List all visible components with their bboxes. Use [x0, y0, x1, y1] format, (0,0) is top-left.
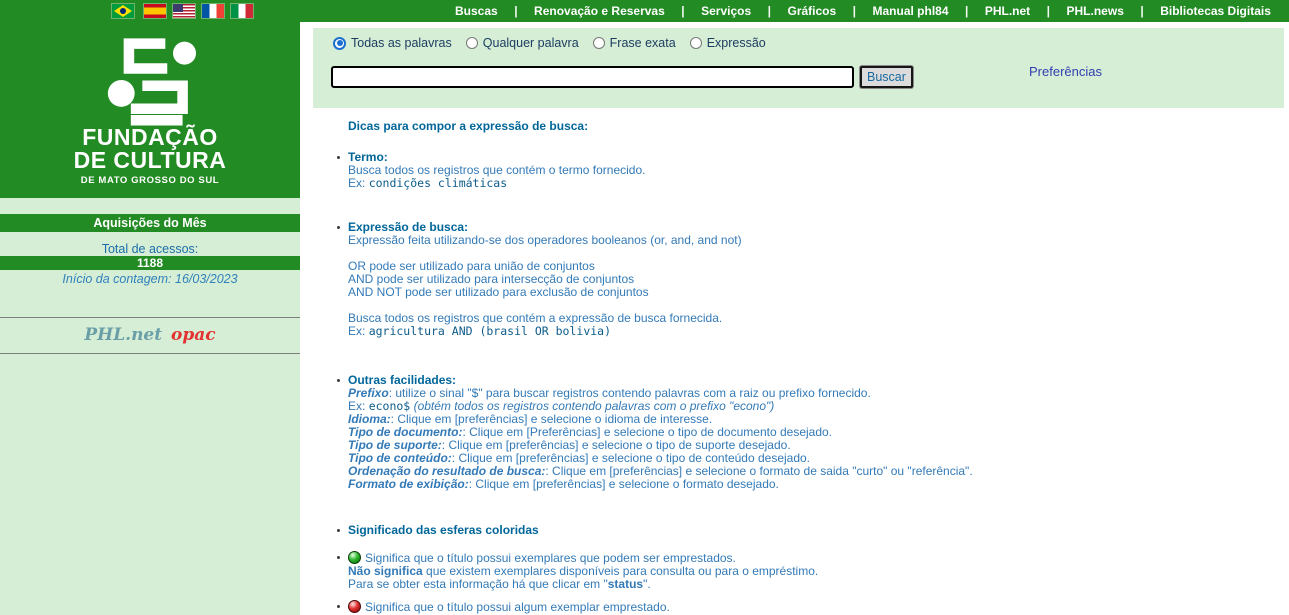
org-name-line2: DE CULTURA — [73, 147, 227, 173]
radio-todas-as-palavras[interactable] — [333, 36, 452, 50]
facilidades-section — [310, 374, 1284, 491]
green-sphere-rest: que existem exemplares disponíveis para consulta ou para o empréstimo. — [422, 564, 819, 578]
acquisitions-of-month-link[interactable]: Aquisições do Mês — [0, 214, 300, 232]
expressao-heading: Expressão de busca: — [348, 220, 469, 234]
nav-separator: | — [514, 4, 518, 18]
radio-selected-icon[interactable] — [333, 37, 346, 50]
nav-link-phlnet[interactable]: PHL.net — [984, 4, 1031, 18]
phlnet-logo-text: PHL.net — [84, 325, 163, 345]
facility-line-formato-exibicao — [348, 478, 1284, 491]
example-prefix: Ex: — [348, 324, 366, 338]
status-hint-bold: status — [607, 577, 644, 591]
france-flag-icon[interactable] — [202, 4, 224, 18]
termo-section — [310, 151, 1284, 190]
termo-body: Busca todos os registros que contém o termo fornecido. — [348, 163, 646, 177]
facility-text: : Clique em [preferências] e selecione o tipo de conteúdo desejado. — [451, 451, 811, 465]
radio-label: Frase exata — [609, 36, 676, 50]
nav-link-graficos[interactable]: Gráficos — [787, 4, 837, 18]
example-prefix: Ex: — [348, 399, 366, 413]
green-sphere-line1 — [348, 551, 1284, 565]
status-hint-pre: Para se obter esta informação há que clicar em " — [348, 577, 608, 591]
esferas-heading: Significado das esferas coloridas — [348, 523, 539, 537]
radio-label: Todas as palavras — [351, 36, 452, 50]
search-mode-radios — [333, 36, 766, 50]
nav-separator: | — [965, 4, 969, 18]
count-start-date: Início da contagem: 16/03/2023 — [62, 272, 238, 286]
radio-icon[interactable] — [466, 37, 478, 49]
prefixo-text: : utilize o sinal "$" para buscar registros contendo palavras com a raiz ou prefixo fornecido. — [388, 386, 871, 400]
nav-link-servicos[interactable]: Serviços — [701, 4, 752, 18]
radio-qualquer-palavra[interactable] — [466, 36, 579, 50]
brazil-flag-icon[interactable] — [112, 4, 134, 18]
esferas-section — [310, 524, 1284, 537]
nav-separator: | — [1046, 4, 1051, 18]
expressao-andnot-line: AND NOT pode ser utilizado para exclusão de conjuntos — [348, 285, 649, 299]
econo-example: econo$ — [368, 399, 411, 413]
nav-link-renovacao[interactable]: Renovação e Reservas — [534, 4, 665, 18]
radio-icon[interactable] — [690, 37, 702, 49]
nav-separator: | — [681, 4, 685, 18]
facility-text: : Clique em [preferências] e selecione o formato de saida "curto" ou "referência". — [545, 464, 973, 478]
org-name-line3: DE MATO GROSSO DO SUL — [80, 175, 220, 186]
expressao-section — [310, 221, 1284, 338]
status-hint-post: ". — [643, 577, 651, 591]
expressao-example-line — [348, 325, 1284, 338]
search-panel — [313, 28, 1284, 108]
termo-example-line — [348, 177, 1284, 190]
nav-separator: | — [767, 4, 771, 18]
facility-label: Tipo de suporte: — [348, 438, 442, 452]
total-accesses-count: 1188 — [0, 256, 300, 270]
help-content — [310, 108, 1284, 614]
nav-separator: | — [1140, 4, 1144, 18]
top-nav-bar — [0, 0, 1289, 22]
green-sphere-item — [310, 551, 1284, 591]
facility-label: Tipo de conteúdo: — [348, 451, 452, 465]
expressao-body2: Busca todos os registros que contém a expressão de busca fornecida. — [348, 311, 723, 325]
help-title: Dicas para compor a expressão de busca: — [348, 119, 589, 133]
preferences-link[interactable]: Preferências — [1029, 64, 1102, 79]
total-accesses-label: Total de acessos: — [101, 242, 199, 256]
facility-text: : Clique em [preferências] e selecione o formato desejado. — [468, 477, 779, 491]
search-row — [331, 66, 913, 88]
org-name-line1: FUNDAÇÃO — [82, 124, 218, 150]
nav-link-phlnews[interactable]: PHL.news — [1066, 4, 1124, 18]
nav-link-bibliotecas-digitais[interactable]: Bibliotecas Digitais — [1160, 4, 1271, 18]
example-prefix: Ex: — [348, 176, 366, 190]
expressao-body: Expressão feita utilizando-se dos operadores booleanos (or, and, and not) — [348, 233, 742, 247]
expressao-and-line: AND pode ser utilizado para intersecção de conjuntos — [348, 272, 635, 286]
language-flags — [112, 4, 253, 18]
facilidades-heading: Outras facilidades: — [348, 373, 457, 387]
sidebar-divider — [0, 317, 300, 318]
red-sphere-item — [310, 600, 1284, 614]
expressao-example: agricultura AND (brasil OR bolivia) — [368, 324, 612, 338]
facility-label: Tipo de documento: — [348, 425, 463, 439]
radio-label: Qualquer palavra — [482, 36, 579, 50]
prefixo-label: Prefixo — [348, 386, 389, 400]
usa-flag-icon[interactable] — [173, 4, 195, 18]
red-sphere-text: Significa que o título possui algum exemplar emprestado. — [365, 600, 670, 614]
radio-frase-exata[interactable] — [593, 36, 676, 50]
facility-label: Idioma: — [348, 412, 391, 426]
green-sphere-icon — [348, 551, 361, 564]
red-sphere-icon — [348, 600, 361, 613]
search-button[interactable]: Buscar — [860, 66, 913, 88]
green-sphere-bold: Não significa — [348, 564, 423, 578]
green-sphere-line3 — [348, 578, 1284, 591]
facility-text: : Clique em [preferências] e selecione o idioma de interesse. — [390, 412, 713, 426]
radio-expressao[interactable] — [690, 36, 766, 50]
fundacao-logo-block — [0, 22, 300, 198]
sidebar — [0, 22, 300, 615]
opac-logo-text: opac — [171, 325, 216, 345]
termo-heading: Termo: — [348, 150, 388, 164]
econo-example-note: (obtém todos os registros contendo palavras com o prefixo "econo") — [413, 399, 775, 413]
nav-links — [455, 0, 1271, 22]
phlnet-opac-logo[interactable] — [0, 325, 300, 345]
expressao-or-line: OR pode ser utilizado para união de conjuntos — [348, 259, 595, 273]
sidebar-divider — [0, 353, 300, 354]
fundacao-logo-icon — [91, 34, 209, 126]
spain-flag-icon[interactable] — [144, 4, 166, 18]
nav-link-manual-phl84[interactable]: Manual phl84 — [872, 4, 949, 18]
facility-label: Formato de exibição: — [348, 477, 469, 491]
radio-icon[interactable] — [593, 37, 605, 49]
facility-label: Ordenação do resultado de busca: — [348, 464, 546, 478]
italy-flag-icon[interactable] — [231, 4, 253, 18]
nav-separator: | — [852, 4, 857, 18]
termo-example: condições climáticas — [368, 176, 508, 190]
green-sphere-text: Significa que o título possui exemplares que podem ser emprestados. — [365, 551, 736, 565]
facility-text: : Clique em [Preferências] e selecione o tipo de documento desejado. — [462, 425, 833, 439]
search-input[interactable] — [331, 66, 854, 88]
radio-label: Expressão — [706, 36, 766, 50]
facility-text: : Clique em [preferências] e selecione o tipo de suporte desejado. — [441, 438, 791, 452]
nav-link-buscas[interactable]: Buscas — [455, 4, 498, 18]
red-sphere-line1 — [348, 600, 1284, 614]
